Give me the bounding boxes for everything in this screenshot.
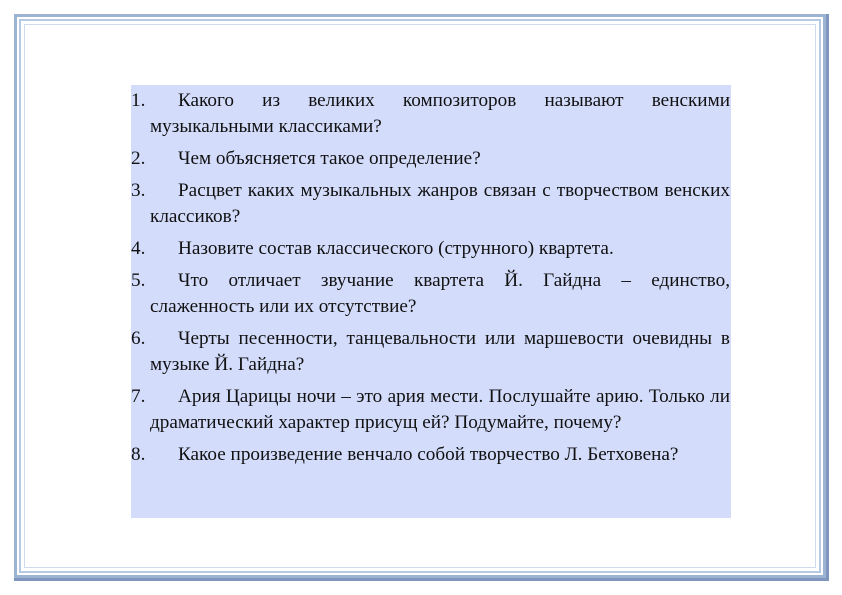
question-item: [131, 326, 730, 378]
question-number: 5.: [131, 270, 146, 291]
question-text: Чем объясняется такое определение?: [178, 148, 481, 169]
question-number: 6.: [131, 328, 146, 349]
question-item: [131, 268, 730, 320]
question-text: Какого из великих композиторов называют венскими музыкальными классиками?: [150, 90, 730, 137]
question-item: [131, 146, 730, 172]
question-list: [131, 88, 730, 468]
question-text: Что отличает звучание квартета Й. Гайдна – единство, слаженность или их отсутствие?: [150, 270, 730, 317]
question-box: [131, 85, 731, 518]
question-item: [131, 384, 730, 436]
question-number: 7.: [131, 386, 146, 407]
question-item: [131, 88, 730, 140]
question-text: Расцвет каких музыкальных жанров связан с творчеством венских классиков?: [150, 180, 730, 227]
frame-shadow-bottom: [14, 578, 829, 581]
frame-shadow-right: [826, 14, 829, 581]
question-text: Назовите состав классического (струнного) квартета.: [178, 238, 614, 259]
question-text: Черты песенности, танцевальности или маршевости очевидны в музыке Й. Гайдна?: [150, 328, 730, 375]
question-number: 2.: [131, 148, 146, 169]
question-number: 4.: [131, 238, 146, 259]
question-number: 3.: [131, 180, 146, 201]
question-number: 1.: [131, 90, 146, 111]
question-item: [131, 442, 730, 468]
question-item: [131, 236, 730, 262]
question-text: Ария Царицы ночи – это ария мести. Послушайте арию. Только ли драматический характер присущ ей? Подумайте, почему?: [150, 386, 730, 433]
question-number: 8.: [131, 444, 146, 465]
question-text: Какое произведение венчало собой творчество Л. Бетховена?: [178, 444, 679, 465]
question-item: [131, 178, 730, 230]
